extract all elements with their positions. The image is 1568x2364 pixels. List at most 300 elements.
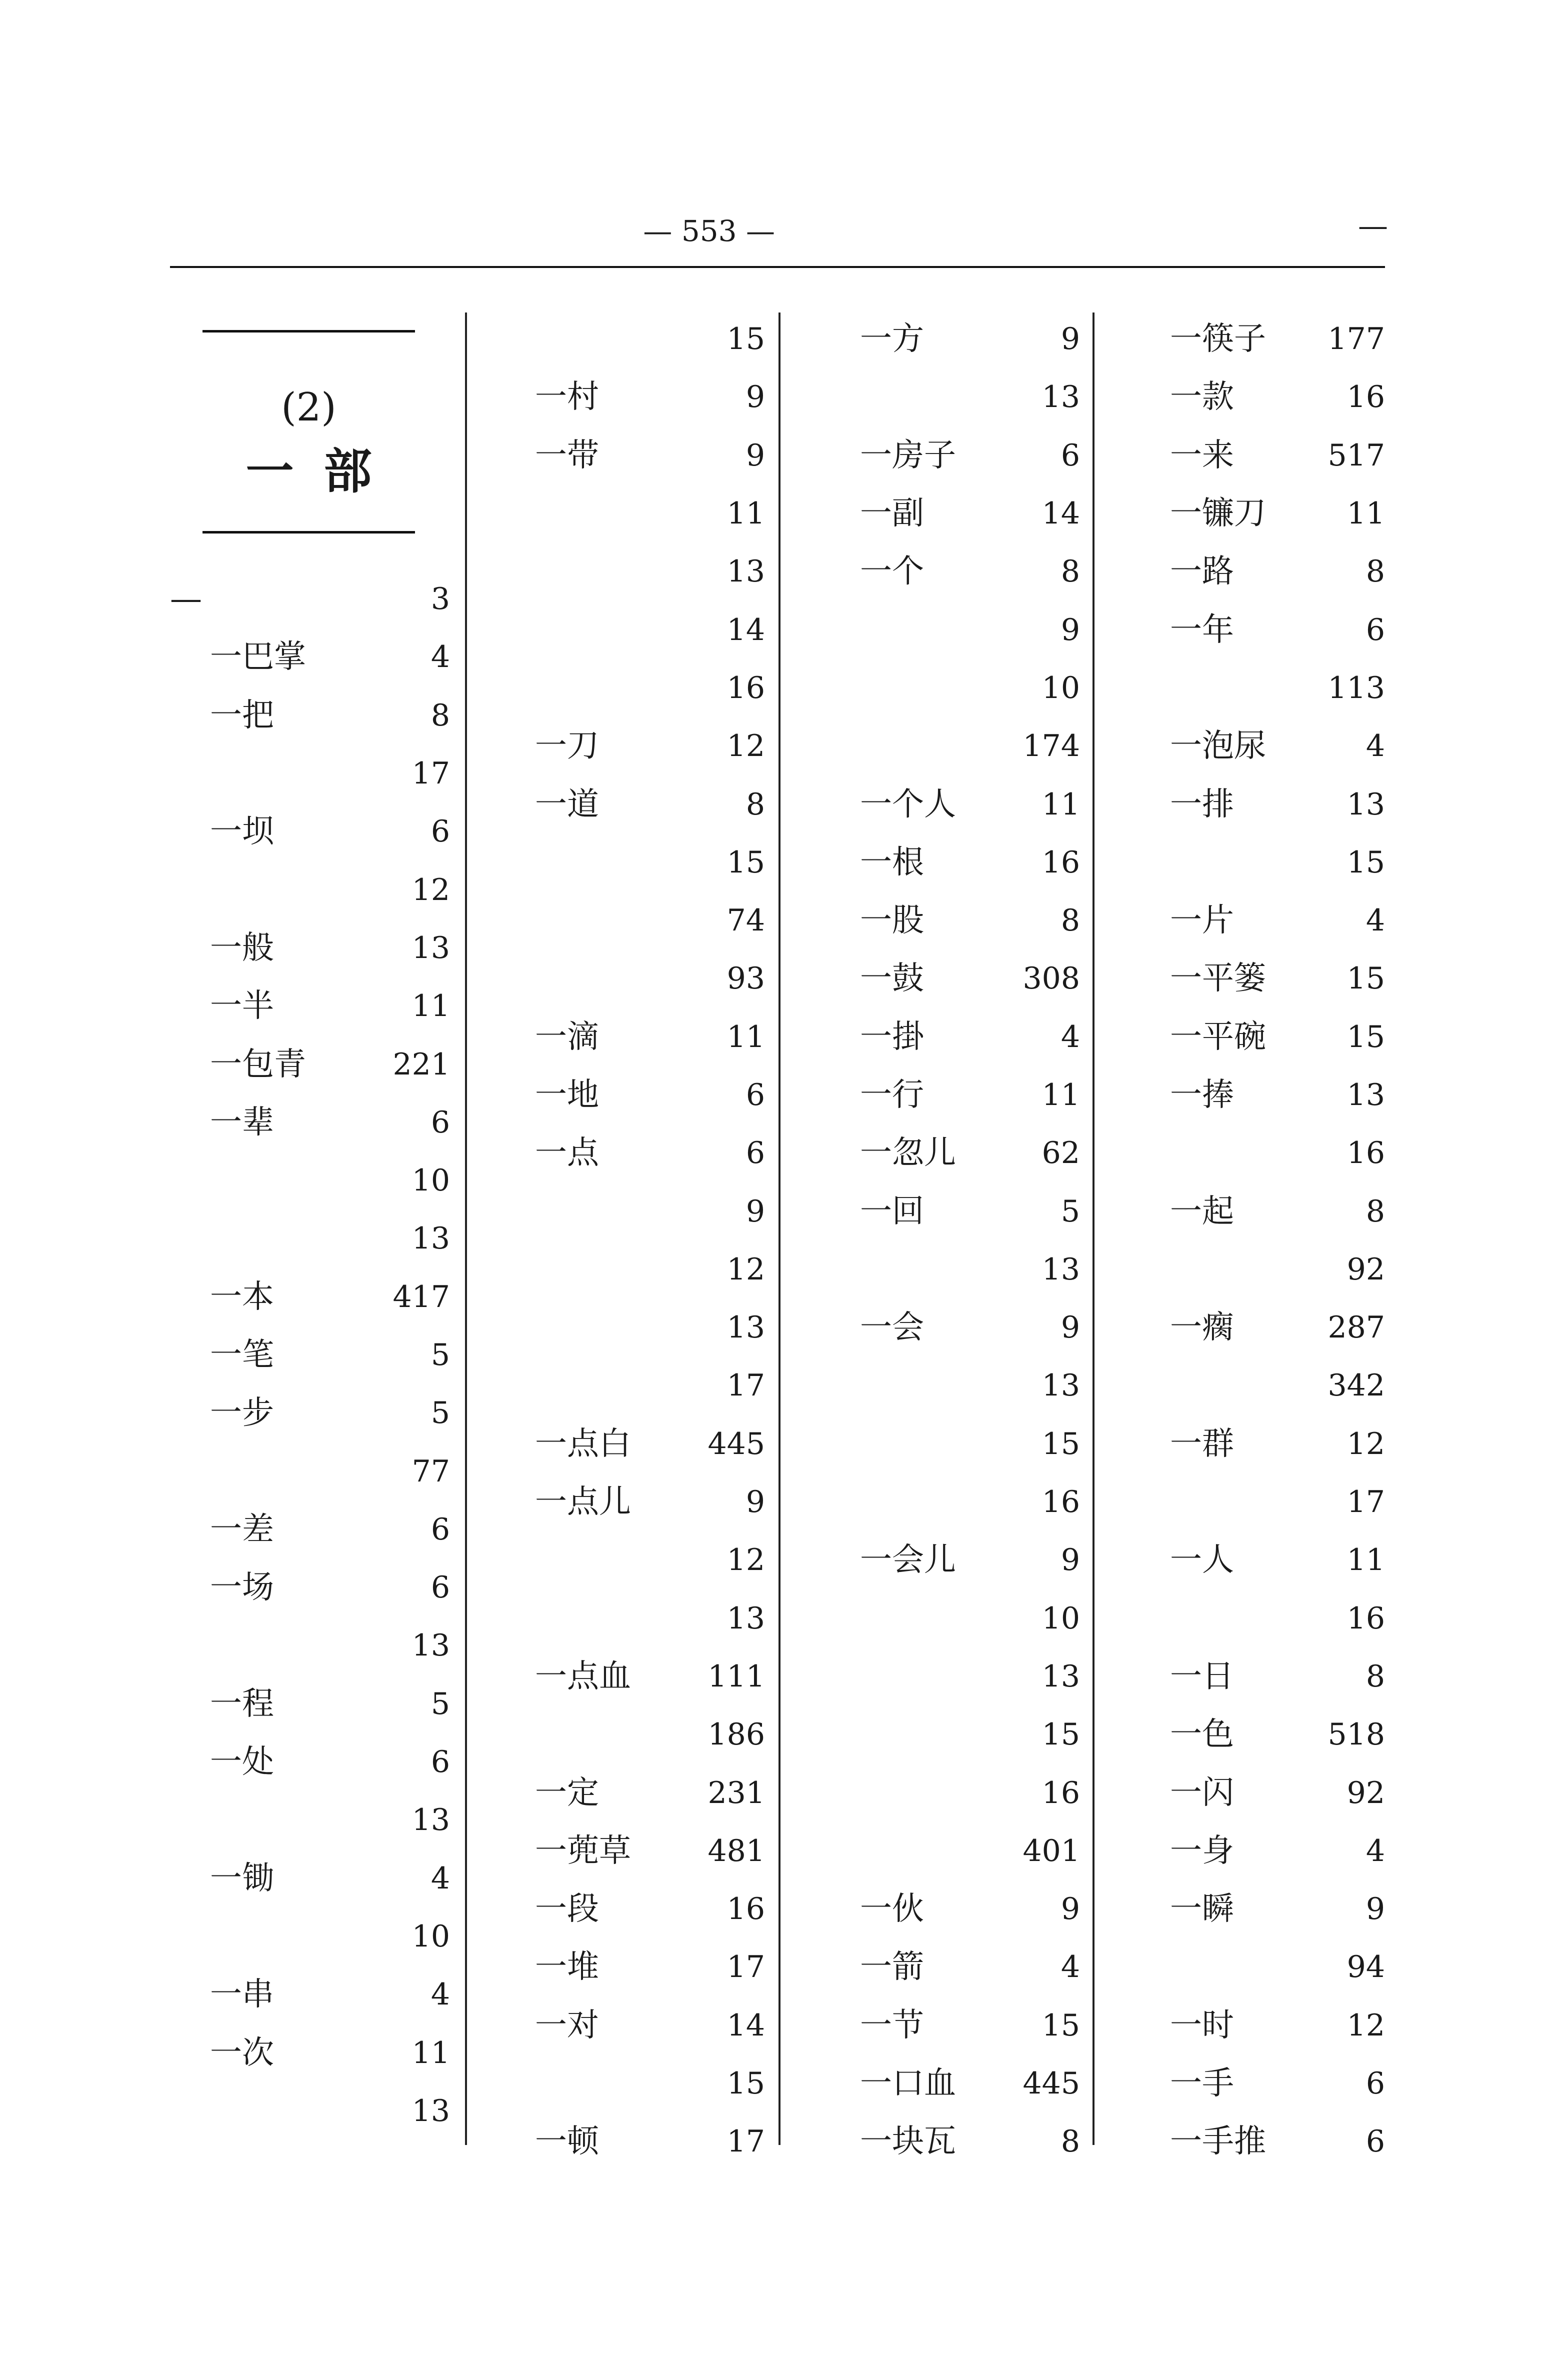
entry-page-ref: 417 [392,1279,450,1314]
index-entry [170,1791,450,1849]
entry-page-ref: 8 [1366,554,1385,590]
entry-term: 一会儿 [860,1542,956,1579]
index-entry [170,802,450,860]
entry-term: 一手推 [1170,2123,1266,2160]
index-entry [170,1500,450,1558]
entry-page-ref: 12 [726,1252,765,1287]
entry-page-ref: 111 [708,1658,765,1694]
entry-page-ref: 5 [430,1396,450,1431]
entry-page-ref: 4 [430,1860,450,1896]
entry-term: 一手 [1170,2065,1234,2102]
index-entry [825,1648,1080,1706]
entry-page-ref: 5 [430,1338,450,1372]
entry-page-ref: 6 [746,1078,765,1112]
index-entry [825,1706,1080,1764]
index-entry [825,2112,1080,2170]
index-entry [825,426,1080,484]
entry-page-ref: 401 [1022,1833,1080,1868]
entry-term: 一本 [210,1278,274,1316]
entry-page-ref: 8 [746,786,765,822]
index-entry [1135,368,1385,426]
entry-page-ref: 9 [1060,612,1080,648]
entry-page-ref: 308 [1022,961,1080,996]
entry-page-ref: 15 [726,844,765,880]
entry-term: 一来 [1170,436,1234,474]
index-entry [170,1558,450,1616]
index-entry [825,834,1080,892]
column-divider [778,312,780,2145]
entry-term: 一点儿 [535,1484,631,1521]
column-divider [1092,312,1094,2145]
entry-term: 一瞬 [1170,1890,1234,1928]
entry-page-ref: 13 [1042,380,1080,415]
entry-term: 一定 [535,1774,599,1812]
index-entry [1135,1822,1385,1880]
entry-page-ref: 174 [1022,728,1080,764]
entry-page-ref: 10 [1042,670,1080,706]
index-entry [170,919,450,977]
index-entry [500,950,765,1008]
entry-term: 一笔 [210,1336,274,1374]
entry-page-ref: 93 [726,961,765,996]
index-column-1 [170,310,450,2150]
entry-term: 一排 [1170,786,1234,823]
entry-page-ref: 445 [1022,2066,1080,2102]
entry-term: 一般 [210,929,274,966]
entry-page-ref: 4 [1366,1833,1385,1868]
entry-page-ref: 15 [726,2066,765,2102]
index-column-2 [500,310,765,2160]
index-entry [500,834,765,892]
index-entry [500,1240,765,1298]
entry-page-ref: 6 [430,1512,450,1547]
index-entry [170,1210,450,1268]
entry-term: 一道 [535,786,599,823]
index-entry [170,570,450,628]
entry-page-ref: 9 [1366,1892,1385,1927]
entry-page-ref: 221 [392,1046,450,1082]
entry-page-ref: 13 [1346,786,1385,822]
entry-page-ref: 92 [1346,1252,1385,1287]
entry-page-ref: 13 [726,554,765,590]
entry-page-ref: 3 [430,582,450,617]
section-number: (2) [281,385,336,430]
index-entry [1135,1066,1385,1124]
entry-page-ref: 517 [1328,438,1385,473]
index-entry [1135,717,1385,775]
entry-page-ref: 17 [726,1368,765,1404]
index-entry [1135,1531,1385,1589]
entry-page-ref: 17 [412,756,450,792]
entry-page-ref: 6 [746,1136,765,1171]
index-entry [825,1008,1080,1066]
entry-page-ref: 13 [1042,1658,1080,1694]
index-entry [1135,310,1385,368]
index-entry [825,950,1080,1008]
entry-page-ref: 62 [1042,1136,1080,1171]
entry-page-ref: 6 [430,814,450,850]
entry-term: 一刀 [535,728,599,765]
index-entry [500,1880,765,1938]
entry-page-ref: 15 [1346,1019,1385,1054]
index-entry [500,1531,765,1589]
entry-term: 一对 [535,2006,599,2044]
section-title: 一部 [246,444,402,500]
entry-term: 一行 [860,1076,924,1114]
entry-page-ref: 12 [412,872,450,908]
index-entry [1135,1008,1385,1066]
index-entry [1135,1240,1385,1298]
entry-page-ref: 16 [1346,380,1385,415]
index-entry [500,310,765,368]
index-entry [1135,542,1385,600]
index-entry [1135,1473,1385,1531]
index-entry [500,1590,765,1648]
entry-page-ref: 342 [1328,1368,1385,1404]
entry-term: 一节 [860,2006,924,2044]
index-entry [825,1124,1080,1182]
index-entry [500,2112,765,2170]
index-entry [1135,1124,1385,1182]
entry-page-ref: 6 [1060,438,1080,473]
index-entry [825,484,1080,542]
index-entry [170,1675,450,1733]
entry-page-ref: 14 [1042,496,1080,532]
entry-page-ref: 4 [1366,903,1385,938]
entry-page-ref: 74 [726,903,765,938]
index-entry [825,1822,1080,1880]
entry-term: 一起 [1170,1192,1234,1230]
entry-page-ref: 8 [1060,2124,1080,2160]
entry-page-ref: 16 [1042,1484,1080,1520]
index-entry [500,426,765,484]
index-entry [825,310,1080,368]
entry-page-ref: 11 [412,988,450,1024]
entry-page-ref: 9 [746,1484,765,1520]
section-heading [202,330,415,540]
index-entry [500,2054,765,2112]
entry-page-ref: 9 [1060,322,1080,357]
entry-page-ref: 17 [726,1950,765,1985]
entry-page-ref: 11 [1346,496,1385,532]
index-entry [1135,484,1385,542]
index-entry [500,368,765,426]
index-entry [825,1298,1080,1356]
entry-page-ref: 4 [1366,728,1385,764]
column-divider [465,312,467,2145]
index-entry [500,1182,765,1240]
index-entry [825,1938,1080,1996]
entry-page-ref: 6 [430,1744,450,1780]
index-column-3 [825,310,1080,2160]
entry-page-ref: 13 [412,930,450,966]
index-entry [1135,2054,1385,2112]
entry-page-ref: 14 [726,2008,765,2043]
entry-page-ref: 12 [726,728,765,764]
index-entry [170,1326,450,1384]
index-entry [1135,600,1385,658]
index-entry [1135,1880,1385,1938]
entry-term: 一掛 [860,1018,924,1056]
entry-term: 一锄 [210,1860,274,1897]
entry-term: 一地 [535,1076,599,1114]
entry-page-ref: 10 [1042,1600,1080,1636]
index-entry [825,1764,1080,1822]
index-entry [1135,426,1385,484]
index-entry [825,892,1080,950]
index-entry [825,717,1080,775]
entry-term: 一泡尿 [1170,728,1266,765]
index-entry [1135,892,1385,950]
entry-page-ref: 13 [412,1221,450,1256]
entry-page-ref: 11 [726,496,765,532]
entry-page-ref: 77 [412,1454,450,1489]
entry-page-ref: 13 [412,2093,450,2128]
index-entry [1135,1938,1385,1996]
entry-term: 一会 [860,1309,924,1346]
index-entry [825,1880,1080,1938]
entry-term: 一股 [860,902,924,940]
entry-page-ref: 8 [1060,903,1080,938]
entry-page-ref: 287 [1328,1310,1385,1346]
entry-term: 一巴掌 [210,638,306,676]
entry-page-ref: 11 [1042,1078,1080,1112]
entry-page-ref: 8 [1366,1194,1385,1229]
index-entry [500,659,765,717]
entry-page-ref: 5 [430,1686,450,1722]
index-entry [825,1590,1080,1648]
entry-page-ref: 92 [1346,1775,1385,1810]
index-entry [500,1356,765,1414]
index-entry [170,744,450,802]
index-entry [1135,2112,1385,2170]
entry-page-ref: 16 [726,670,765,706]
index-entry [1135,775,1385,833]
entry-term: 一年 [1170,611,1234,648]
running-head: — [1358,208,1388,244]
entry-term: 一回 [860,1192,924,1230]
entry-page-ref: 6 [1366,2066,1385,2102]
entry-term: 一房子 [860,436,956,474]
entry-page-ref: 11 [726,1019,765,1054]
entry-page-ref: 445 [708,1426,765,1462]
entry-page-ref: 13 [1042,1252,1080,1287]
header-rule [170,266,1385,268]
entry-page-ref: 4 [430,640,450,675]
entry-page-ref: 6 [430,1570,450,1606]
entry-page-ref: 13 [726,1310,765,1346]
entry-term: 一把 [210,696,274,734]
index-entry [825,368,1080,426]
index-entry [1135,1590,1385,1648]
entry-term: 一瘸 [1170,1309,1234,1346]
entry-term: 一半 [210,988,274,1025]
entry-page-ref: 13 [726,1600,765,1636]
entry-page-ref: 11 [1042,786,1080,822]
entry-page-ref: 9 [746,1194,765,1229]
index-entry [170,2024,450,2082]
index-entry [500,1648,765,1706]
entry-term: 一处 [210,1744,274,1781]
index-entry [500,1415,765,1473]
entry-page-ref: 15 [1346,961,1385,996]
entry-page-ref: 13 [1042,1368,1080,1404]
entry-page-ref: 14 [726,612,765,648]
index-entry [825,1240,1080,1298]
entry-term: 一点血 [535,1658,631,1695]
entry-page-ref: 15 [1042,1717,1080,1752]
entry-term: 一辈 [210,1104,274,1141]
entry-term: 一款 [1170,378,1234,416]
index-entry [500,542,765,600]
index-entry [1135,1298,1385,1356]
entry-term: 一段 [535,1890,599,1928]
index-entry [500,1008,765,1066]
entry-page-ref: 16 [1042,1775,1080,1810]
index-entry [500,1066,765,1124]
entry-page-ref: 8 [1366,1658,1385,1694]
entry-term: 一点白 [535,1425,631,1462]
index-entry [170,686,450,744]
entry-page-ref: 10 [412,1163,450,1198]
entry-term: 一鼓 [860,960,924,998]
entry-term: 一方 [860,320,924,358]
entry-term: 一忽儿 [860,1134,956,1172]
index-entry [500,1996,765,2054]
entry-page-ref: 6 [1366,612,1385,648]
entry-page-ref: 15 [726,322,765,357]
index-entry [500,600,765,658]
entry-page-ref: 13 [412,1628,450,1664]
index-entry [170,1616,450,1674]
index-rows [1135,310,1385,2171]
index-entry [825,1182,1080,1240]
index-entry [500,1124,765,1182]
entry-page-ref: 113 [1328,670,1385,706]
entry-page-ref: 177 [1328,322,1385,357]
entry-page-ref: 16 [1346,1600,1385,1636]
entry-page-ref: 12 [1346,2008,1385,2043]
entry-term: 一个人 [860,786,956,823]
entry-page-ref: 4 [430,1977,450,2012]
index-entry [170,1094,450,1152]
index-entry [170,2082,450,2140]
entry-page-ref: 94 [1346,1950,1385,1985]
entry-term: 一个 [860,553,924,590]
entry-page-ref: 231 [708,1775,765,1810]
entry-page-ref: 11 [412,2035,450,2070]
entry-page-ref: 17 [726,2124,765,2160]
index-entry [825,659,1080,717]
entry-term: — [170,580,202,618]
entry-term: 一根 [860,844,924,881]
entry-term: 一包青 [210,1046,306,1083]
index-entry [500,775,765,833]
entry-page-ref: 12 [1346,1426,1385,1462]
entry-term: 一村 [535,378,599,416]
entry-page-ref: 9 [746,380,765,415]
index-entry [1135,1996,1385,2054]
index-entry [825,1531,1080,1589]
entry-term: 一色 [1170,1716,1234,1754]
entry-term: 一步 [210,1394,274,1432]
section-rule-bottom [202,531,415,534]
index-entry [825,1415,1080,1473]
index-entry [825,1473,1080,1531]
index-entry [500,1764,765,1822]
index-entry [170,860,450,918]
index-entry [500,1938,765,1996]
entry-page-ref: 186 [708,1717,765,1752]
index-entry [1135,1648,1385,1706]
index-entry [1135,659,1385,717]
index-entry [1135,950,1385,1008]
entry-term: 一筷子 [1170,320,1266,358]
index-rows [825,310,1080,2171]
index-entry [500,717,765,775]
entry-page-ref: 13 [412,1802,450,1838]
entry-term: 一程 [210,1685,274,1722]
entry-term: 一平碗 [1170,1018,1266,1056]
entry-term: 一伙 [860,1890,924,1928]
entry-term: 一点 [535,1134,599,1172]
entry-term: 一滴 [535,1018,599,1056]
index-rows [170,570,450,2140]
index-entry [1135,834,1385,892]
entry-term: 一人 [1170,1542,1234,1579]
index-entry [170,1152,450,1210]
index-entry [170,1384,450,1442]
entry-term: 一口血 [860,2065,956,2102]
index-entry [825,600,1080,658]
index-entry [500,1822,765,1880]
index-entry [1135,1706,1385,1764]
index-entry [500,1298,765,1356]
entry-page-ref: 5 [1060,1194,1080,1229]
entry-page-ref: 6 [1366,2124,1385,2160]
index-entry [170,1850,450,1908]
index-entry [500,892,765,950]
index-entry [170,1908,450,1966]
index-entry [825,542,1080,600]
entry-term: 一串 [210,1976,274,2014]
entry-page-ref: 481 [708,1833,765,1868]
entry-term: 一群 [1170,1425,1234,1462]
index-entry [825,775,1080,833]
entry-page-ref: 15 [1042,1426,1080,1462]
entry-term: 一捧 [1170,1076,1234,1114]
entry-term: 一次 [210,2034,274,2072]
entry-page-ref: 4 [1060,1019,1080,1054]
entry-page-ref: 6 [430,1104,450,1140]
index-entry [1135,1182,1385,1240]
index-entry [170,1035,450,1093]
index-entry [1135,1415,1385,1473]
entry-page-ref: 16 [1042,844,1080,880]
index-entry [1135,1764,1385,1822]
entry-page-ref: 9 [1060,1542,1080,1578]
entry-page-ref: 9 [746,438,765,473]
index-entry [1135,1356,1385,1414]
index-entry [170,628,450,686]
entry-term: 一块瓦 [860,2123,956,2160]
entry-term: 一蔸草 [535,1832,631,1870]
entry-term: 一闪 [1170,1774,1234,1812]
index-entry [825,1066,1080,1124]
entry-term: 一片 [1170,902,1234,940]
entry-term: 一堆 [535,1948,599,1986]
index-entry [500,484,765,542]
